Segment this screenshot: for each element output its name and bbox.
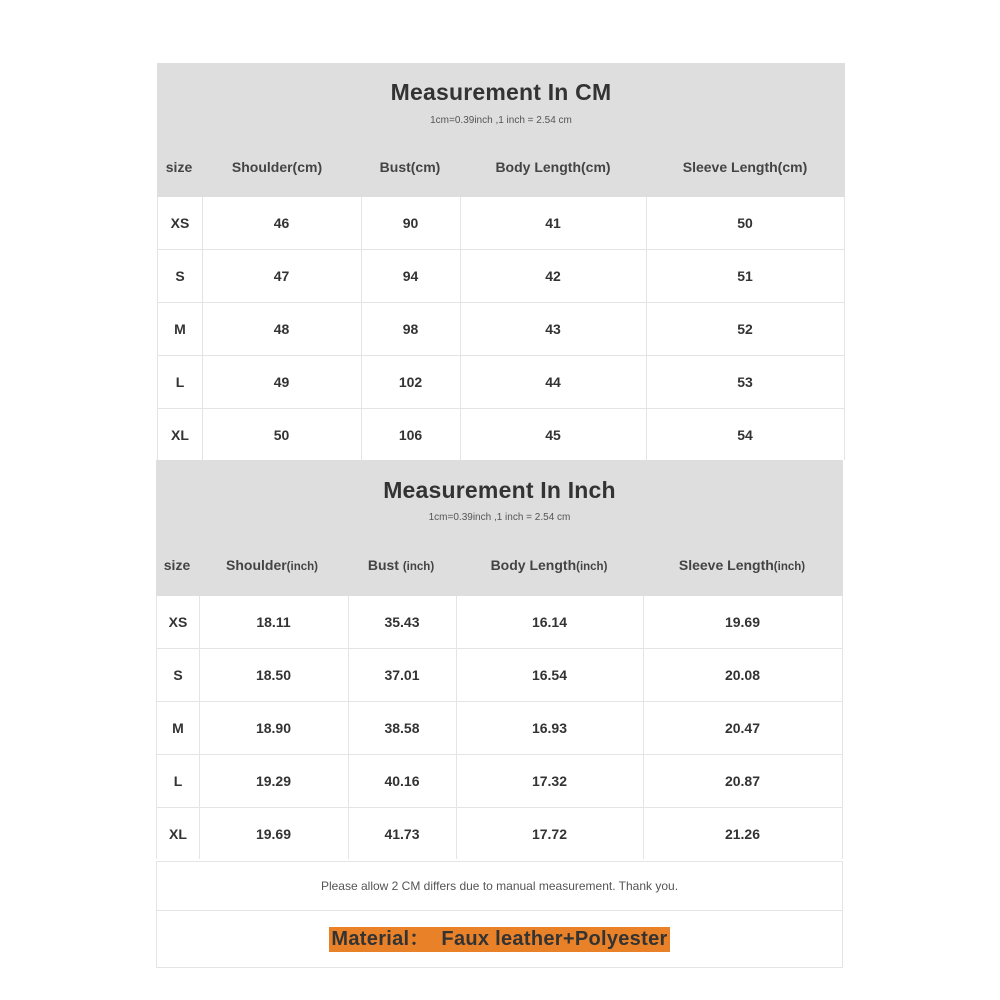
- size-cell: XL: [171, 426, 189, 443]
- body-length-cell: 16.14: [531, 614, 568, 630]
- body-length-cell: 42: [545, 268, 561, 284]
- shoulder-cell: 47: [273, 268, 290, 284]
- body-length-cell: 17.32: [531, 773, 568, 789]
- body-length-cell: 41: [545, 215, 561, 231]
- material-label: Material： Faux leather+Polyester: [331, 927, 668, 950]
- sleeve-length-cell: 20.08: [724, 667, 761, 683]
- bust-cell: 40.16: [384, 773, 420, 789]
- cm-column-headers: [157, 159, 845, 181]
- inch-table-body: [156, 596, 843, 859]
- table-row: [158, 250, 844, 303]
- sleeve-length-cell: 20.47: [724, 720, 761, 736]
- column-header-bust: Bust(cm): [379, 159, 441, 175]
- body-length-cell: 17.72: [531, 825, 568, 842]
- bust-cell: 102: [398, 374, 423, 390]
- column-header-shoulder: Shoulder(cm): [231, 159, 323, 175]
- sleeve-length-cell: 20.87: [724, 773, 761, 789]
- sleeve-length-cell: 52: [737, 321, 753, 337]
- bust-cell: 98: [402, 321, 419, 337]
- column-header-body-length: Body Length(inch): [490, 557, 608, 573]
- sleeve-length-cell: 19.69: [724, 614, 761, 630]
- shoulder-cell: 49: [273, 374, 290, 390]
- table-row: [158, 197, 844, 250]
- column-header-size: size: [163, 557, 191, 573]
- material-row: [156, 911, 843, 968]
- body-length-cell: 16.54: [531, 667, 568, 683]
- size-cell: XL: [169, 825, 187, 842]
- column-header-shoulder: Shoulder(inch): [226, 557, 318, 573]
- sleeve-length-cell: 54: [737, 426, 753, 443]
- column-header-body-length: Body Length(cm): [495, 159, 611, 175]
- size-chart: [157, 63, 845, 859]
- inch-table-title: Measurement In Inch: [383, 477, 616, 503]
- size-cell: L: [175, 374, 185, 390]
- bust-cell: 94: [402, 268, 419, 284]
- cm-table-header: [157, 63, 845, 197]
- sleeve-length-cell: 53: [737, 374, 753, 390]
- table-row: [157, 808, 842, 859]
- body-length-cell: 16.93: [531, 720, 568, 736]
- measurement-note: Please allow 2 CM differs due to manual measurement. Thank you.: [156, 861, 843, 911]
- table-row: [157, 649, 842, 702]
- size-cell: XS: [170, 215, 190, 231]
- sleeve-length-cell: 21.26: [724, 825, 761, 842]
- body-length-cell: 45: [545, 426, 561, 443]
- shoulder-cell: 50: [273, 426, 290, 443]
- shoulder-cell: 18.90: [255, 720, 292, 736]
- column-header-sleeve-length: Sleeve Length(inch): [678, 557, 806, 573]
- bust-cell: 106: [398, 426, 423, 443]
- cm-table-subtitle: 1cm=0.39inch ,1 inch = 2.54 cm: [430, 115, 572, 126]
- size-cell: S: [173, 667, 183, 683]
- sleeve-length-cell: 51: [737, 268, 753, 284]
- bust-cell: 38.58: [384, 720, 420, 736]
- table-row: [158, 356, 844, 409]
- shoulder-cell: 46: [273, 215, 290, 231]
- shoulder-cell: 18.11: [256, 614, 291, 630]
- bust-cell: 37.01: [384, 667, 420, 683]
- size-cell: S: [175, 268, 185, 284]
- cm-table: [157, 63, 845, 460]
- size-cell: XS: [168, 614, 188, 630]
- bust-cell: 35.43: [384, 614, 420, 630]
- column-header-size: size: [165, 159, 193, 175]
- table-row: [158, 409, 844, 460]
- size-cell: M: [172, 720, 184, 736]
- shoulder-cell: 48: [273, 321, 290, 337]
- column-header-sleeve-length: Sleeve Length(cm): [682, 159, 808, 175]
- shoulder-cell: 19.69: [255, 825, 292, 842]
- size-cell: M: [174, 321, 186, 337]
- table-row: [157, 702, 842, 755]
- bust-cell: 90: [402, 215, 419, 231]
- cm-table-title: Measurement In CM: [390, 79, 612, 105]
- shoulder-cell: 18.50: [255, 667, 292, 683]
- sleeve-length-cell: 50: [737, 215, 753, 231]
- table-row: [157, 755, 842, 808]
- inch-table-subtitle: 1cm=0.39inch ,1 inch = 2.54 cm: [428, 512, 571, 523]
- cm-table-body: [157, 197, 845, 460]
- table-row: [158, 303, 844, 356]
- inch-table: [156, 460, 843, 859]
- shoulder-cell: 19.29: [255, 773, 292, 789]
- body-length-cell: 44: [545, 374, 561, 390]
- size-cell: L: [173, 773, 183, 789]
- body-length-cell: 43: [545, 321, 561, 337]
- inch-column-headers: [156, 557, 843, 579]
- inch-table-header: [156, 460, 843, 596]
- bust-cell: 41.73: [384, 825, 420, 842]
- table-row: [157, 596, 842, 649]
- column-header-bust: Bust (inch): [367, 557, 435, 573]
